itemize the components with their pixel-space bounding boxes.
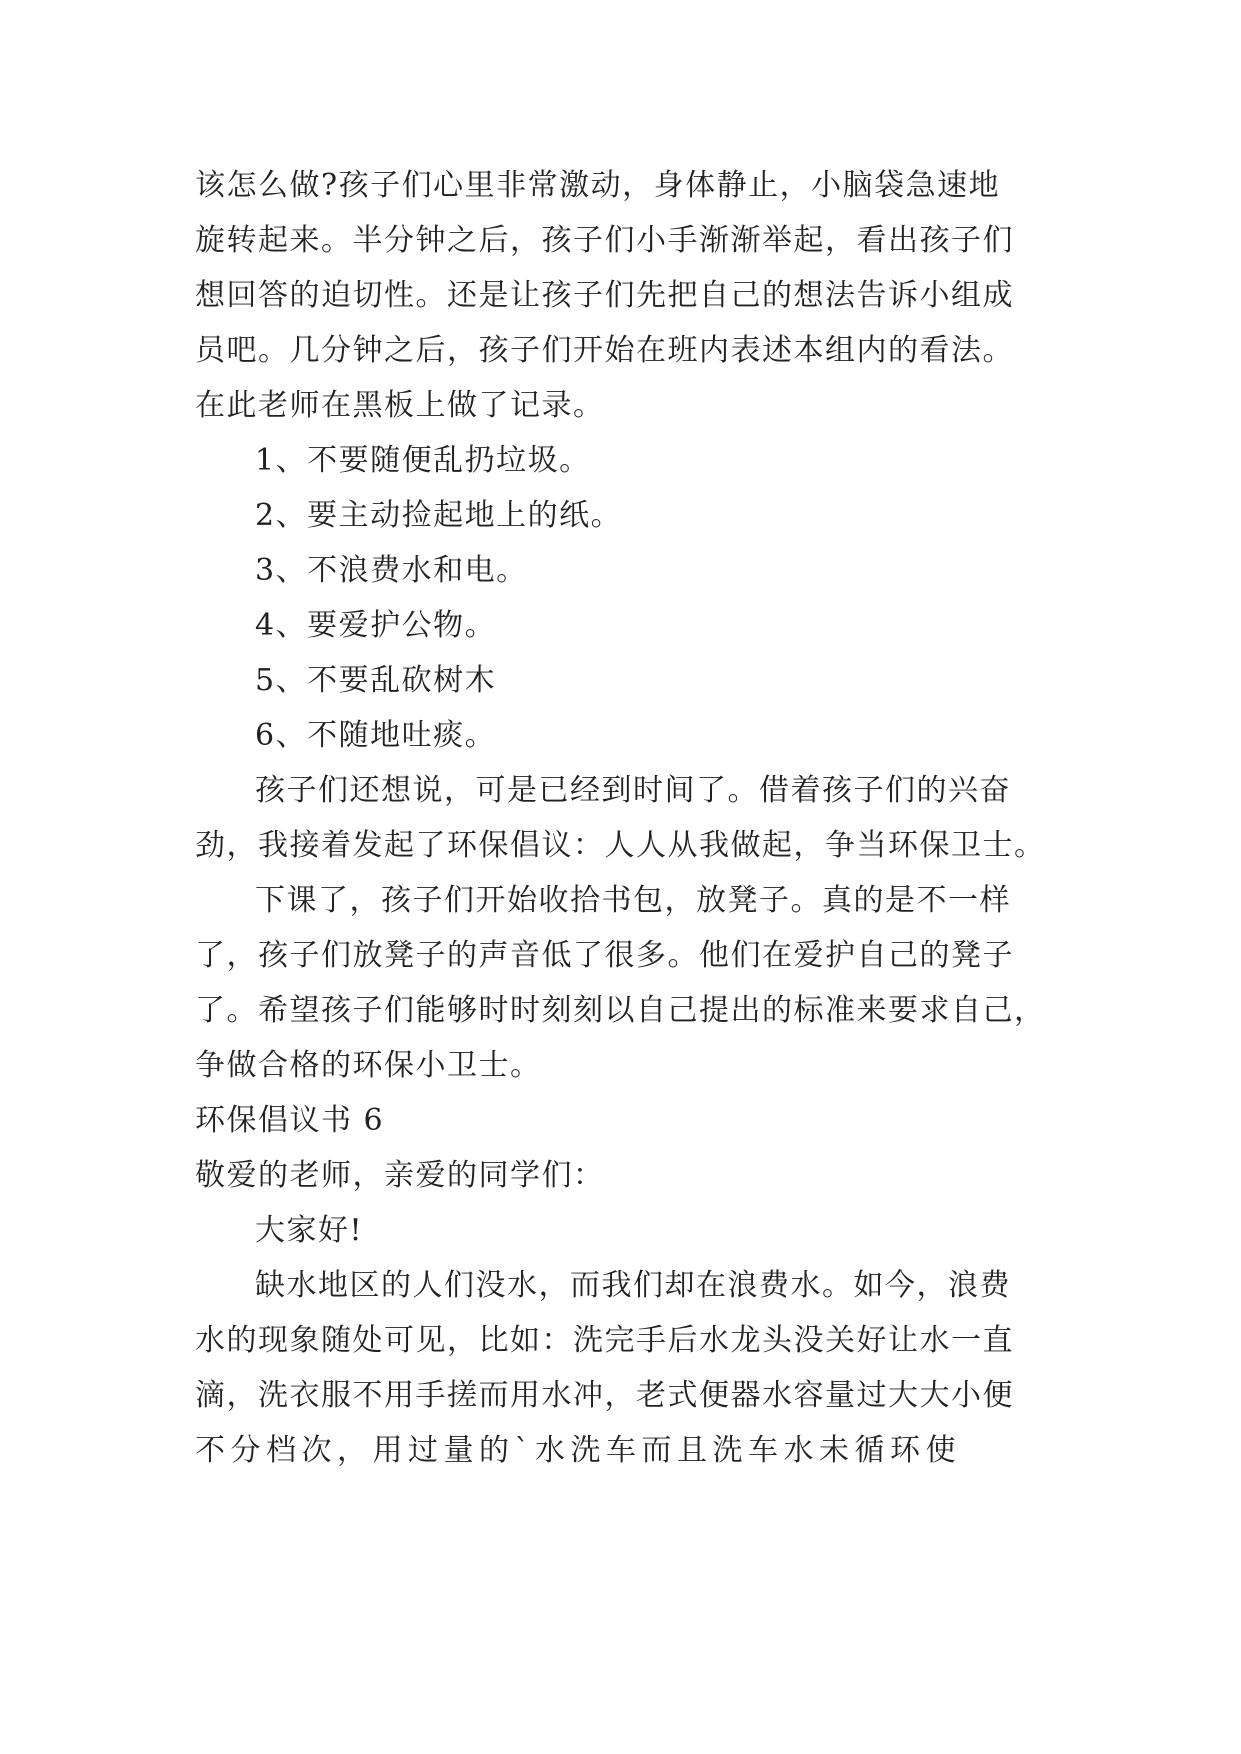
- paragraph-line: 了，孩子们放凳子的声音低了很多。他们在爱护自己的凳子: [195, 938, 1014, 973]
- list-item: 3、不浪费水和电。: [255, 553, 528, 588]
- paragraph-line: 缺水地区的人们没水，而我们却在浪费水。如今，浪费: [255, 1268, 1011, 1303]
- list-item: 2、要主动捡起地上的纸。: [255, 498, 623, 533]
- paragraph-line: 在此老师在黑板上做了记录。: [195, 388, 605, 423]
- paragraph-line: 滴，洗衣服不用手搓而用水冲，老式便器水容量过大大小便: [195, 1378, 1014, 1413]
- paragraph-line: 争做合格的环保小卫士。: [195, 1048, 542, 1083]
- list-item: 4、要爱护公物。: [255, 608, 497, 643]
- greeting: 大家好!: [255, 1213, 364, 1248]
- section-title: 环保倡议书 6: [195, 1103, 385, 1138]
- list-item: 1、不要随便乱扔垃圾。: [255, 443, 591, 478]
- salutation: 敬爱的老师，亲爱的同学们：: [195, 1158, 605, 1193]
- paragraph-line: 不分档次，用过量的`水洗车而且洗车水未循环使: [195, 1433, 961, 1468]
- paragraph-line: 员吧。几分钟之后，孩子们开始在班内表述本组内的看法。: [195, 333, 1014, 368]
- paragraph-line: 旋转起来。半分钟之后，孩子们小手渐渐举起，看出孩子们: [195, 223, 1014, 258]
- paragraph-line: 下课了，孩子们开始收拾书包，放凳子。真的是不一样: [255, 883, 1011, 918]
- paragraph-line: 水的现象随处可见，比如：洗完手后水龙头没关好让水一直: [195, 1323, 1014, 1358]
- list-item: 5、不要乱砍树木: [255, 663, 497, 698]
- list-item: 6、不随地吐痰。: [255, 718, 497, 753]
- paragraph-line: 想回答的迫切性。还是让孩子们先把自己的想法告诉小组成: [195, 278, 1014, 313]
- paragraph-line: 劲，我接着发起了环保倡议：人人从我做起，争当环保卫士。: [195, 828, 1046, 863]
- paragraph-line: 了。希望孩子们能够时时刻刻以自己提出的标准来要求自己，: [195, 993, 1046, 1028]
- paragraph-line: 孩子们还想说，可是已经到时间了。借着孩子们的兴奋: [255, 773, 1011, 808]
- paragraph-line: 该怎么做?孩子们心里非常激动，身体静止，小脑袋急速地: [195, 168, 1001, 203]
